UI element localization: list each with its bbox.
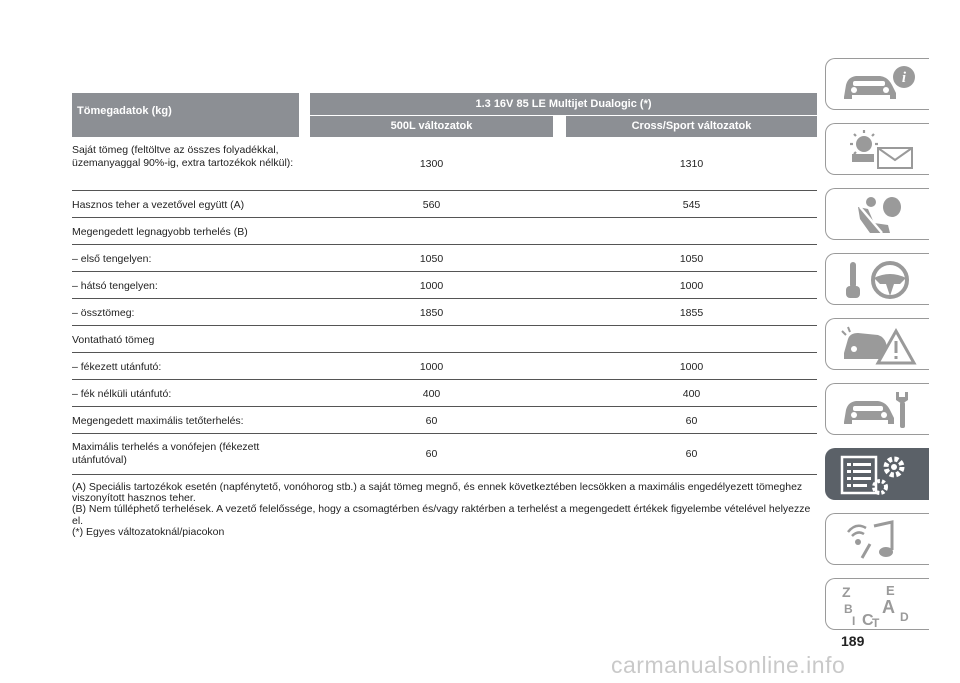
alphabetical-index-icon	[838, 583, 918, 627]
watermark-text: carmanualsonline.info	[611, 652, 846, 678]
tab-starting-driving[interactable]	[825, 253, 929, 305]
row-label: Hasznos teher a vezetővel együtt (A)	[72, 199, 245, 211]
warning-lights-message-icon	[838, 128, 918, 172]
footnote-a: (A) Speciális tartozékok esetén (napfénytető, vonóhorog stb.) a saját tömeg megnő, és ennek következtében lecsökken a maximális engedélyezett tömeghez viszonyított hasznos teher.	[72, 481, 803, 505]
row-value-500l: 60	[425, 448, 438, 460]
row-label: Saját tömeg (feltöltve az összes folyadékkal, üzemanyaggal 90%-ig, extra tartozékok nélkül):	[72, 144, 294, 169]
car-maintenance-tools-icon	[838, 388, 918, 432]
header-col-cross-sport: Cross/Sport változatok	[566, 116, 817, 137]
tab-technical-data[interactable]	[825, 448, 929, 500]
row-value-500l: 1000	[419, 361, 444, 373]
table-row	[72, 407, 817, 434]
index-letter-b: B	[844, 602, 853, 616]
index-letter-t: T	[872, 616, 880, 627]
table-row	[72, 137, 817, 191]
row-label: – össztömeg:	[72, 307, 135, 319]
row-value-500l: 60	[425, 415, 438, 427]
row-value-500l: 1000	[419, 280, 444, 292]
table-row	[72, 218, 817, 245]
row-value-500l: 1300	[419, 158, 444, 170]
table-row	[72, 191, 817, 218]
row-value-cross-sport: 60	[685, 415, 698, 427]
footnotes	[72, 482, 817, 538]
table-row	[72, 272, 817, 299]
row-label: Vontatható tömeg	[72, 334, 155, 346]
technical-data-gears-icon	[838, 453, 918, 497]
header-engine: 1.3 16V 85 LE Multijet Dualogic (*)	[310, 93, 817, 115]
tab-car-info[interactable]	[825, 58, 929, 110]
row-value-cross-sport: 400	[682, 388, 701, 400]
row-label: – hátsó tengelyen:	[72, 280, 158, 292]
footnote-b: (B) Nem túlléphető terhelések. A vezető felelőssége, hogy a csomagtérben és/vagy raktérben a terhelést a megengedett értékek figyelembe vételével helyezze el.	[72, 503, 811, 527]
table-row	[72, 434, 817, 475]
table-row	[72, 353, 817, 380]
car-accident-warning-icon	[838, 323, 918, 367]
row-value-500l: 1850	[419, 307, 444, 319]
footnote-c: (*) Egyes változatoknál/piacokon	[72, 525, 225, 538]
multimedia-music-icon	[838, 518, 918, 562]
index-letter-z: Z	[842, 584, 851, 600]
tab-emergency[interactable]	[825, 318, 929, 370]
index-letter-e: E	[886, 583, 895, 598]
row-value-cross-sport: 1310	[679, 158, 704, 170]
row-value-cross-sport: 1000	[679, 361, 704, 373]
row-label: – fék nélküli utánfutó:	[72, 388, 172, 400]
index-letter-i: I	[852, 614, 856, 627]
tab-maintenance[interactable]	[825, 383, 929, 435]
tab-index[interactable]	[825, 578, 929, 630]
row-label: Megengedett maximális tetőterhelés:	[72, 415, 244, 427]
tab-multimedia[interactable]	[825, 513, 929, 565]
row-value-cross-sport: 545	[682, 199, 701, 211]
row-value-cross-sport: 1000	[679, 280, 704, 292]
weights-table	[72, 93, 817, 475]
row-label: – első tengelyen:	[72, 253, 152, 265]
table-row	[72, 299, 817, 326]
index-letter-a: A	[882, 597, 895, 617]
table-row	[72, 245, 817, 272]
tab-warning-lights[interactable]	[825, 123, 929, 175]
row-value-cross-sport: 1050	[679, 253, 704, 265]
car-info-icon	[838, 63, 918, 107]
row-label: – fékezett utánfutó:	[72, 361, 162, 373]
header-weights-label: Tömegadatok (kg)	[72, 93, 299, 137]
svg-text:i: i	[901, 70, 907, 86]
row-label: Megengedett legnagyobb terhelés (B)	[72, 226, 248, 238]
row-value-500l: 1050	[419, 253, 444, 265]
row-value-500l: 400	[422, 388, 441, 400]
header-col-500l: 500L változatok	[310, 116, 553, 137]
table-row	[72, 380, 817, 407]
airbag-seat-icon	[838, 193, 918, 237]
index-letter-d: D	[900, 610, 909, 624]
row-label: Maximális terhelés a vonófejen (fékezett utánfutóval)	[72, 441, 260, 466]
page-number: 189	[841, 633, 865, 649]
table-header	[72, 93, 817, 137]
row-value-cross-sport: 60	[685, 448, 698, 460]
key-steering-wheel-icon	[838, 258, 918, 302]
table-row	[72, 326, 817, 353]
tab-safety[interactable]	[825, 188, 929, 240]
index-letter-c: C	[862, 612, 874, 627]
row-value-500l: 560	[422, 199, 441, 211]
row-value-cross-sport: 1855	[679, 307, 704, 319]
